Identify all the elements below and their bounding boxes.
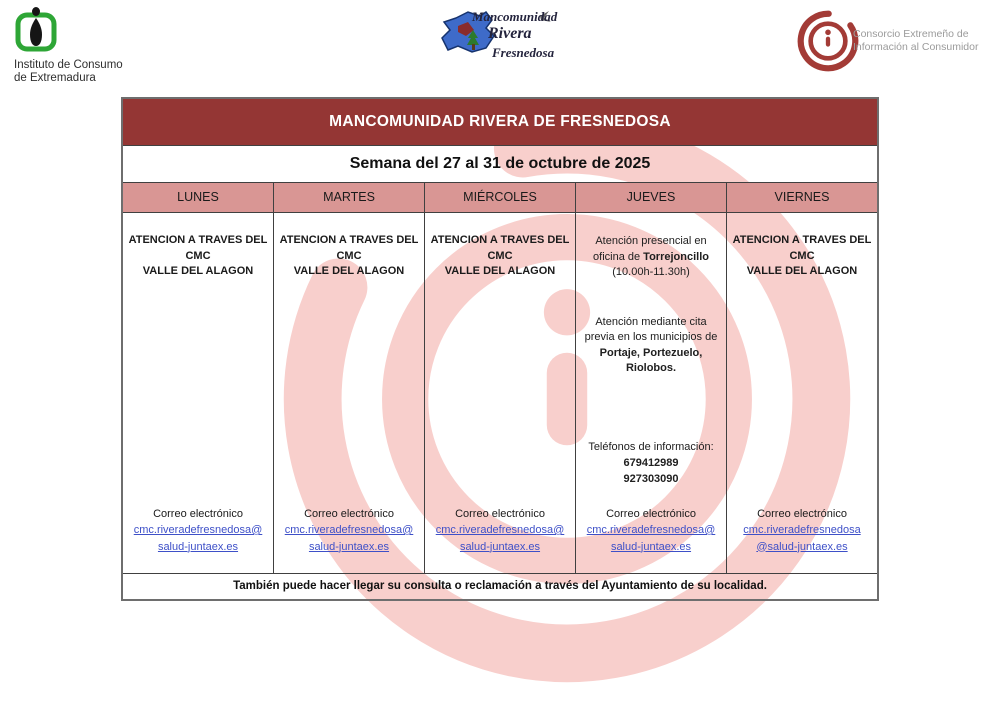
email-label: Correo electrónico (153, 507, 243, 520)
phone-number-2: 927303090 (623, 472, 679, 485)
day-header-martes: MARTES (273, 183, 424, 212)
atencion-text: ATENCION A TRAVES DEL CMC VALLE DEL ALAGON (128, 234, 268, 277)
mancomunidad-word2: Rivera (488, 25, 532, 42)
mancomunidad-word3: Fresnedosa (492, 45, 555, 60)
column-miercoles (424, 213, 575, 573)
email-block (731, 506, 873, 556)
email-block (580, 506, 722, 556)
email-link-line2[interactable]: salud-juntaex.es (459, 540, 541, 553)
table-title: MANCOMUNIDAD RIVERA DE FRESNEDOSA (123, 99, 877, 145)
schedule-body-row (123, 212, 877, 573)
mancomunidad-word1: Mancomunidad (472, 9, 558, 24)
email-block (127, 506, 269, 556)
email-link-line1[interactable]: cmc.riveradefresnedosa@ (435, 524, 565, 536)
atencion-text: ATENCION A TRAVES DEL CMC VALLE DEL ALAGON (430, 234, 570, 277)
instituto-consumo-logo (14, 6, 123, 84)
column-lunes (123, 213, 273, 573)
email-link-line1[interactable]: cmc.riveradefresnedosa@ (133, 524, 263, 536)
table-footer-note: También puede hacer llegar su consulta o reclamación a través del Ayuntamiento de su localidad. (123, 573, 877, 599)
jueves-cita-previa-text: Atención mediante cita previa en los municipios de Portaje, Portezuelo, Riolobos. (584, 315, 718, 374)
email-label: Correo electrónico (304, 507, 394, 520)
consorcio-logo (797, 10, 978, 72)
day-header-viernes: VIERNES (726, 183, 877, 212)
email-block (429, 506, 571, 556)
email-link-line2[interactable]: salud-juntaex.es (610, 540, 692, 553)
column-jueves (575, 213, 726, 573)
consorcio-rings-icon (797, 10, 859, 72)
email-link-line1[interactable]: cmc.riveradefresnedosa@ (284, 524, 414, 536)
day-header-miercoles: MIÉRCOLES (424, 183, 575, 212)
column-martes (273, 213, 424, 573)
atencion-text: ATENCION A TRAVES DEL CMC VALLE DEL ALAGON (732, 234, 872, 277)
instituto-logo-line2: de Extremadura (14, 71, 96, 84)
email-link-line2[interactable]: salud-juntaex.es (308, 540, 390, 553)
table-subtitle: Semana del 27 al 31 de octubre de 2025 (123, 145, 877, 182)
phone-number-1: 679412989 (623, 456, 679, 469)
jueves-phones (581, 439, 721, 487)
schedule-table (121, 97, 879, 601)
email-label: Correo electrónico (455, 507, 545, 520)
instituto-logo-line1: Instituto de Consumo (14, 59, 123, 71)
consorcio-logo-line1: Consorcio Extremeño de (853, 27, 969, 40)
email-link-line2[interactable]: salud-juntaex.es (157, 540, 239, 553)
mancomunidad-logo (428, 4, 568, 67)
day-header-row (123, 182, 877, 212)
atencion-text: ATENCION A TRAVES DEL CMC VALLE DEL ALAGON (279, 234, 419, 277)
email-label: Correo electrónico (757, 507, 847, 520)
email-label: Correo electrónico (606, 507, 696, 520)
day-header-lunes: LUNES (177, 190, 219, 204)
jueves-presencial-text: Atención presencial en oficina de Torrejoncillo (10.00h-11.30h) (593, 235, 709, 278)
email-link-line1[interactable]: cmc.riveradefresnedosa (743, 524, 861, 536)
email-link-line1[interactable]: cmc.riveradefresnedosa@ (586, 524, 716, 536)
phones-label: Teléfonos de información: (588, 440, 714, 453)
email-block (278, 506, 420, 556)
email-link-line2[interactable]: @salud-juntaex.es (756, 540, 848, 553)
column-viernes (726, 213, 877, 573)
consorcio-logo-line2: Información al Consumidor (853, 41, 979, 53)
mancomunidad-map-icon (428, 4, 568, 62)
day-header-jueves: JUEVES (575, 183, 726, 212)
mortar-pestle-icon (14, 6, 58, 52)
